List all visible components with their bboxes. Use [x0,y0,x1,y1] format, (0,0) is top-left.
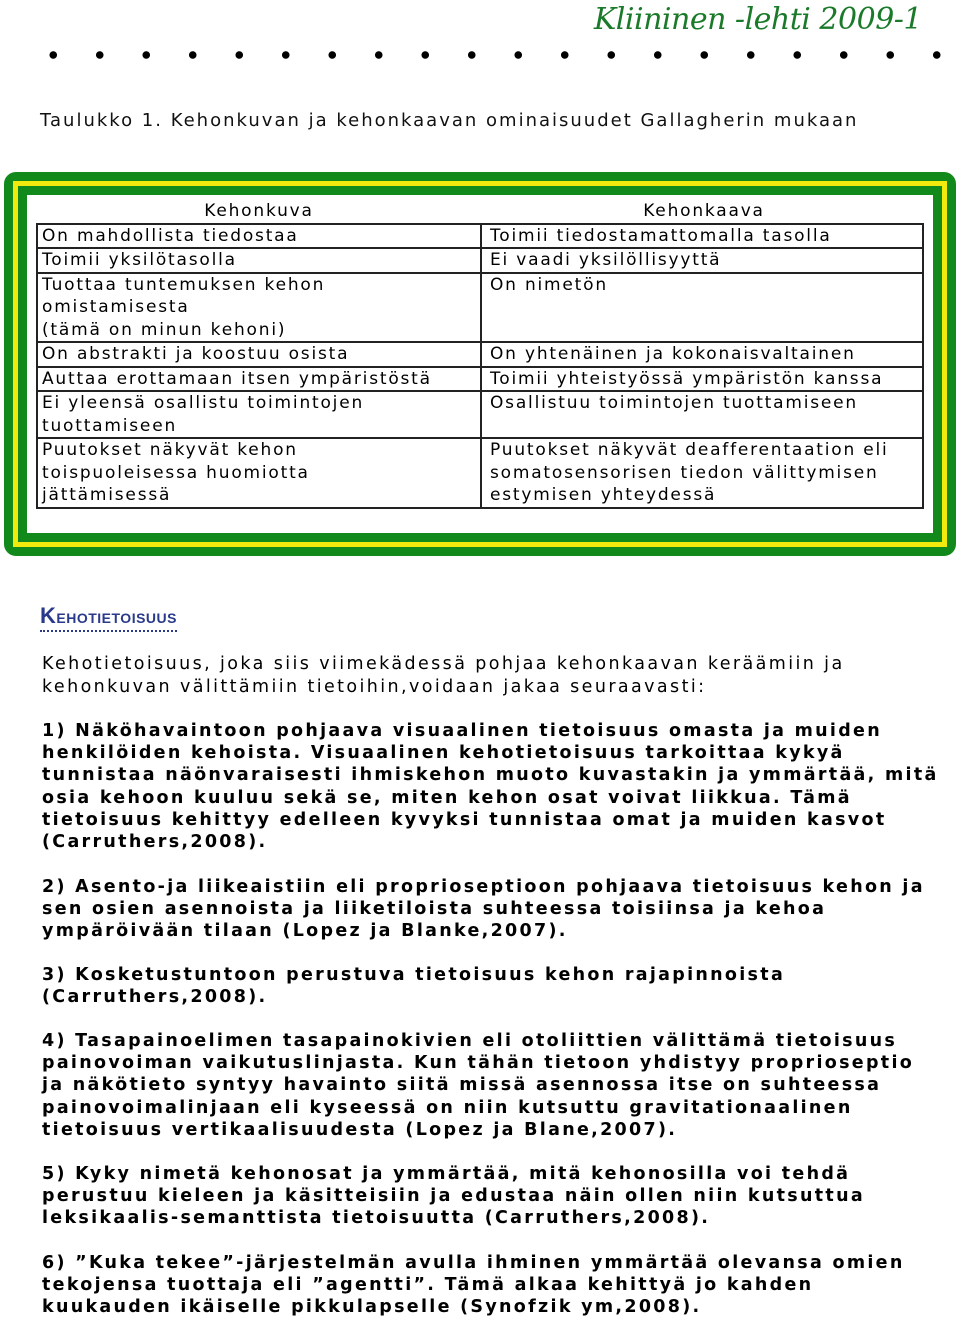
list-item: 1) Näköhavaintoon pohjaava visuaalinen tietoisuus omasta ja muiden henkilöiden kehoista. Visuaalinen kehotietoisuus tarkoittaa kykyä tunnistaa näönvaraisesti ihmiskehon muoto kuvastakin ja ymmärtää, mitä osia kehoon kuuluu sekä se, miten kehon osat voivat liikkua. Tämä tietoisuus kehittyy edelleen kyvyksi tunnistaa omat ja muiden kasvot (Carruthers,2008). [42,721,939,853]
cell-line: On abstrakti ja koostuu osista [42,344,350,364]
cell-line: somatosensorisen tiedon välittymisen [490,462,879,483]
cell-line: jättämisessä [42,485,172,505]
cell-line: toispuoleisessa huomiotta [42,462,310,483]
cell-line: Puutokset näkyvät kehon [42,440,298,460]
table-caption: Taulukko 1. Kehonkuvan ja kehonkaavan ominaisuudet Gallagherin mukaan [40,110,859,131]
cell-line: (tämä on minun kehoni) [42,319,287,340]
cell-line: tuottamiseen [42,415,178,436]
section-intro: Kehotietoisuus, joka siis viimekädessä pohjaa kehonkaavan keräämiin ja kehonkuvan välittämiin tietoihin,voidaan jakaa seuraavasti: [42,654,845,697]
comparison-table [36,200,924,509]
table-row [37,391,923,438]
column-header-kehonkaava: Kehonkaava [481,200,923,224]
journal-title: Kliininen -lehti 2009-1 [593,2,922,37]
dotted-divider [30,42,950,68]
kehonkaava-cell [481,342,923,367]
cell-line: estymisen yhteydessä [490,485,717,505]
kehonkuva-cell [37,248,481,273]
kehonkaava-cell [481,367,923,392]
section-heading: KEHOTIETOISUUS [40,603,177,632]
table-row [37,367,923,392]
cell-line: Toimii tiedostamattomalla tasolla [490,225,832,246]
cell-line: Toimii yksilötasolla [42,250,237,270]
column-header-kehonkuva: Kehonkuva [37,200,481,224]
list-item: 3) Kosketustuntoon perustuva tietoisuus kehon rajapinnoista (Carruthers,2008). [42,965,786,1008]
table-header-row [37,200,923,224]
kehonkaava-cell [481,273,923,343]
cell-line: Auttaa erottamaan itsen ympäristöstä [42,368,432,389]
kehonkuva-cell [37,224,481,249]
kehonkaava-cell [481,438,923,508]
table-row [37,248,923,273]
table-row [37,342,923,367]
list-item: 2) Asento-ja liikeaistiin eli proprioseptioon pohjaava tietoisuus kehon ja sen osien asennoista ja liiketiloista suhteessa toisiinsa ja kehoa ympäröivään tilaan (Lopez ja Blanke,2007). [42,877,925,942]
kehonkuva-cell [37,273,481,343]
cell-line: On nimetön [490,274,608,295]
kehonkuva-cell [37,438,481,508]
kehonkaava-cell [481,391,923,438]
table-row [37,273,923,343]
cell-line: On mahdollista tiedostaa [42,225,299,246]
list-item: 4) Tasapainoelimen tasapainokivien eli otoliittien välittämä tietoisuus painovoiman vaikutuslinjasta. Kun tähän tietoon yhdistyy proprioseptio ja näkötieto syntyy havainto siitä missä asennossa itse on suhteessa painovoimalinjaan eli kyseessä on niin kutsuttu gravitationaalinen tietoisuus vertikaalisuudesta (Lopez ja Blane,2007). [42,1031,915,1140]
list-item: 5) Kyky nimetä kehonosat ja ymmärtää, mitä kehonosilla voi tehdä perustuu kieleen ja käsitteisiin ja edustaa näin ollen niin kutsuttua leksikaalis-semanttista tietoisuutta (Carruthers,2008). [42,1164,865,1229]
cell-line: Puutokset näkyvät deafferentaation eli [490,440,889,460]
kehonkaava-cell [481,224,923,249]
cell-line: On yhtenäinen ja kokonaisvaltainen [490,344,856,364]
list-item: 6) ”Kuka tekee”-järjestelmän avulla ihminen ymmärtää olevansa omien tekojensa tuottaja eli ”agentti”. Tämä alkaa kehittyä jo kahden kuukauden ikäiselle pikkulapselle (Synofzik ym,2008). [42,1253,905,1318]
cell-line: Ei yleensä osallistu toimintojen [42,393,365,413]
kehonkuva-cell [37,342,481,367]
cell-line: Osallistuu toimintojen tuottamiseen [490,393,858,413]
kehonkuva-cell [37,367,481,392]
table-row [37,224,923,249]
kehonkuva-cell [37,391,481,438]
cell-line: Toimii yhteistyössä ympäristön kanssa [490,368,884,389]
cell-line: omistamisesta [42,297,190,317]
table-row [37,438,923,508]
cell-line: Ei vaadi yksilöllisyyttä [490,250,722,270]
kehonkaava-cell [481,248,923,273]
cell-line: Tuottaa tuntemuksen kehon [42,274,326,295]
